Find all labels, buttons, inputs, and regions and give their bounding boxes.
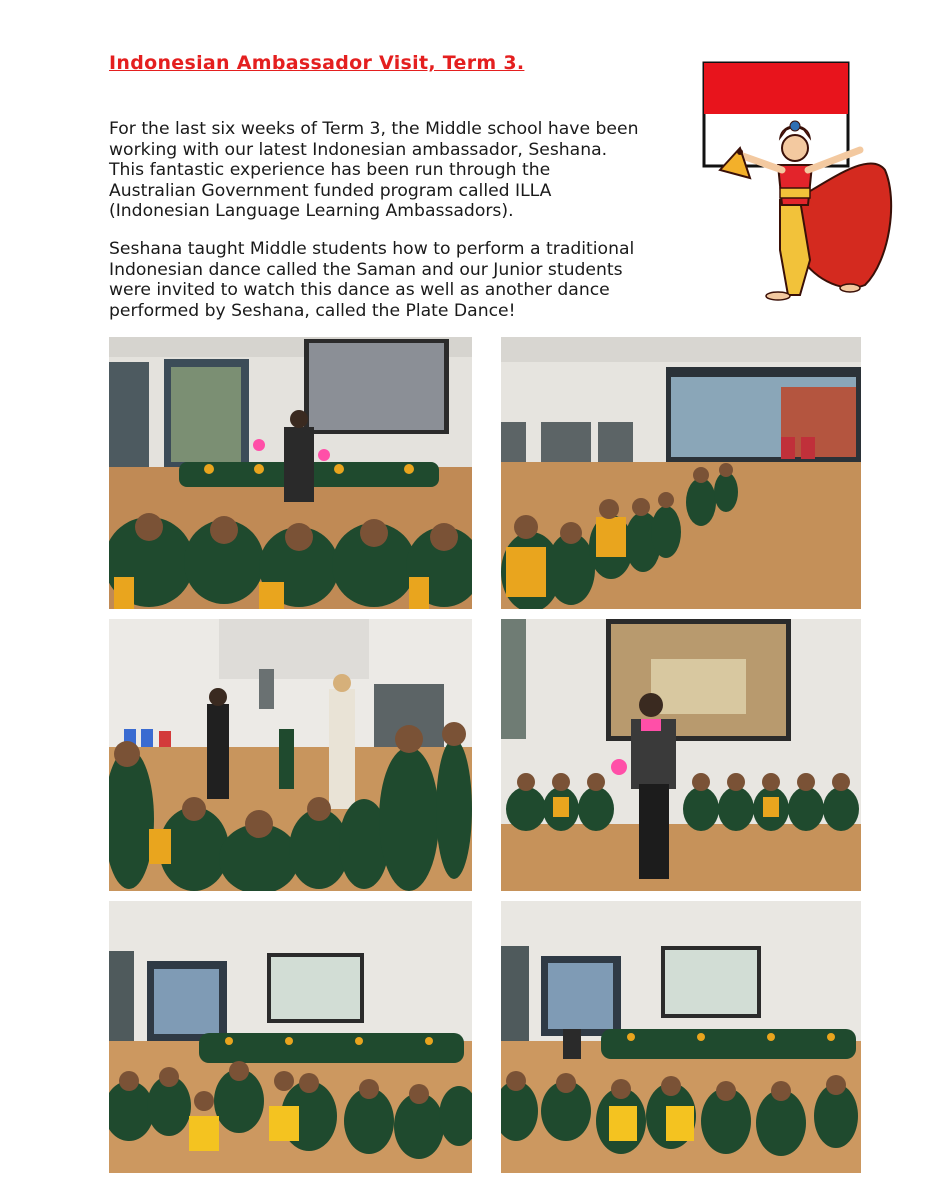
photo-dancer-with-plates bbox=[501, 619, 861, 891]
page-title: Indonesian Ambassador Visit, Term 3. bbox=[109, 52, 525, 74]
photo-hall-audience-left bbox=[109, 901, 472, 1173]
photo-teachers-with-students bbox=[109, 619, 472, 891]
photo-dance-demonstration bbox=[109, 337, 472, 609]
indonesian-flag bbox=[704, 63, 848, 166]
intro-paragraph: For the last six weeks of Term 3, the Middle school have been working with our latest Indonesian ambassador, Seshana. This fantastic experience has been run through the Australian Government funded program called ILLA (Indonesian Language Learning Ambassadors). bbox=[109, 119, 639, 221]
dance-paragraph: Seshana taught Middle students how to perform a traditional Indonesian dance called the Saman and our Junior students were invited to watch this dance as well as another dance performed by Seshana, called the Plate Dance! bbox=[109, 239, 635, 321]
dancer-illustration bbox=[700, 60, 900, 305]
photo-students-seated-line bbox=[501, 337, 861, 609]
photo-hall-audience-right bbox=[501, 901, 861, 1173]
